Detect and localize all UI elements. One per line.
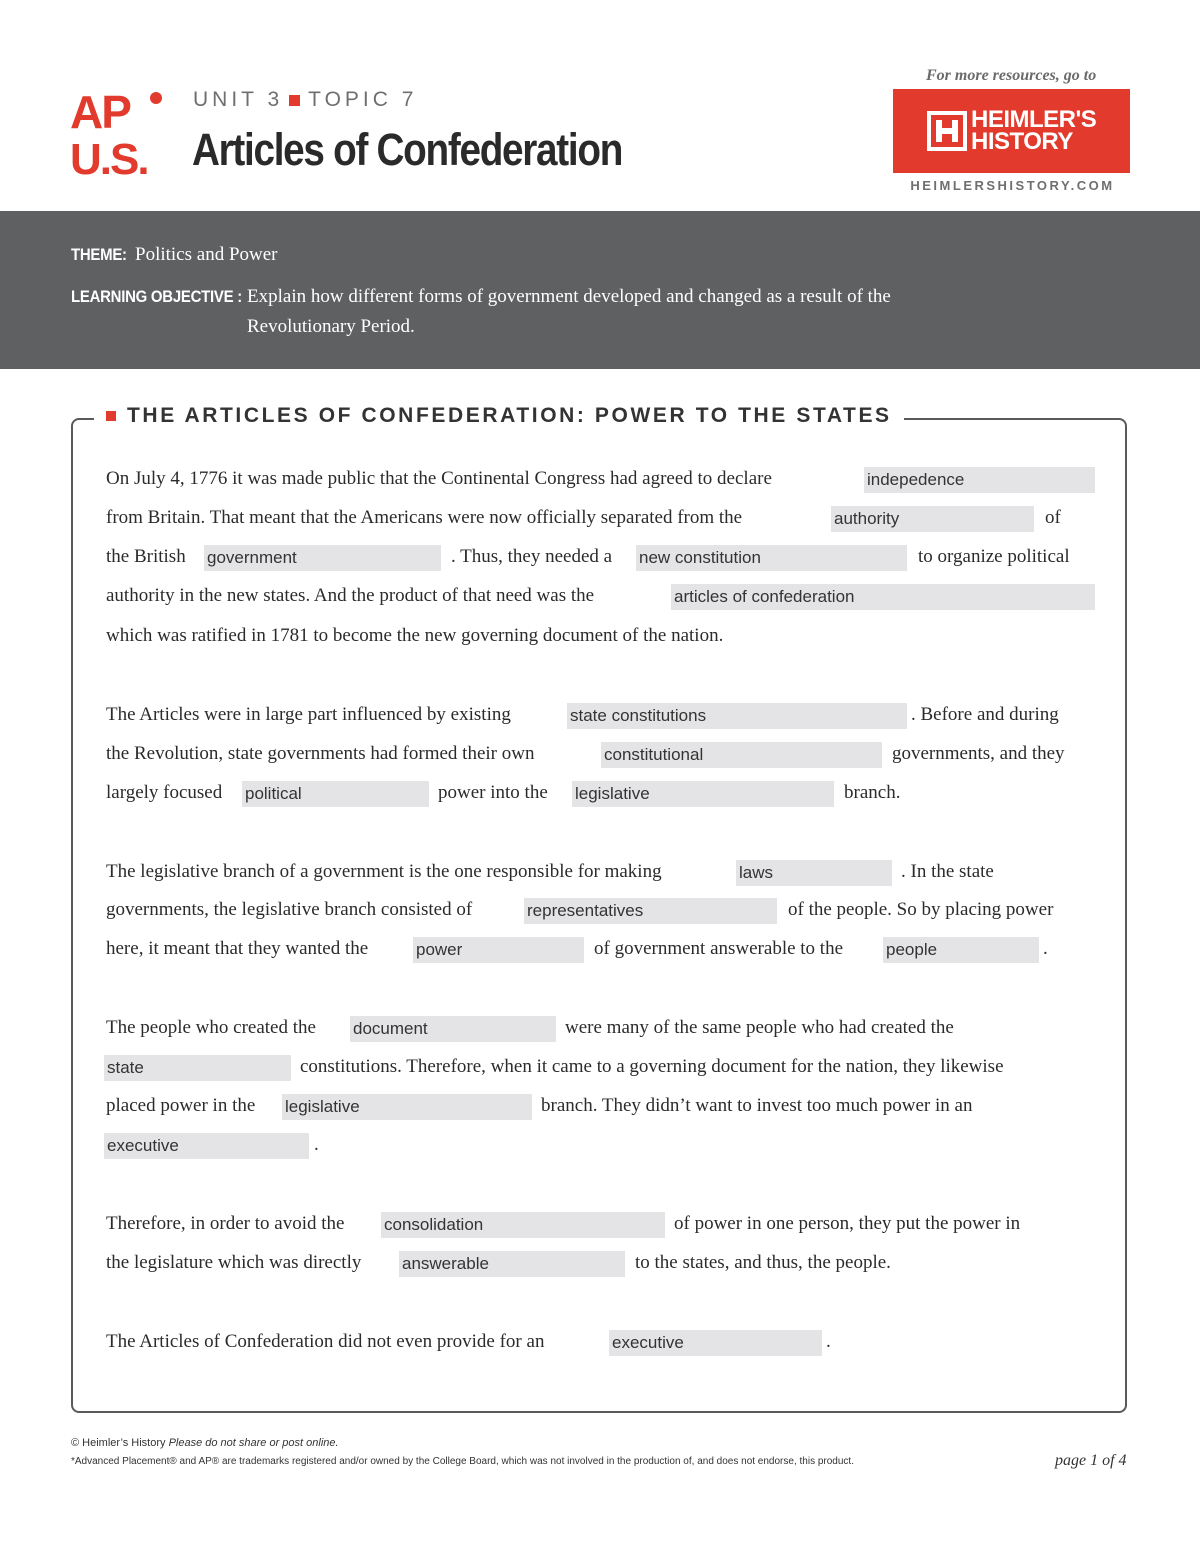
p1-line-5: which was ratified in 1781 to become the new governing document of the nation. xyxy=(106,625,724,646)
p3-line-1a: The legislative branch of a government is the one responsible for making xyxy=(106,861,662,882)
fill-blank[interactable]: power xyxy=(413,937,584,963)
fill-blank[interactable]: state constitutions xyxy=(567,703,907,729)
brand-url-link[interactable]: HEIMLERSHISTORY.COM xyxy=(910,178,1115,193)
p3-line-3c: . xyxy=(1043,938,1048,959)
p2-line-2a: the Revolution, state governments had formed their own xyxy=(106,743,535,764)
p3-line-2a: governments, the legislative branch consisted of xyxy=(106,899,473,920)
unit-topic-line xyxy=(193,88,417,112)
fill-blank[interactable]: indepedence xyxy=(864,467,1095,493)
fill-blank[interactable]: document xyxy=(350,1016,556,1042)
fill-blank[interactable]: people xyxy=(883,937,1039,963)
fill-blank[interactable]: political xyxy=(242,781,429,807)
fill-blank[interactable]: executive xyxy=(609,1330,822,1356)
fill-blank[interactable]: articles of confederation xyxy=(671,584,1095,610)
theme-value: Politics and Power xyxy=(135,244,278,265)
logo-us-text: U.S. xyxy=(70,135,148,178)
p1-line-1: On July 4, 1776 it was made public that the Continental Congress had agreed to declare xyxy=(106,468,772,489)
learning-objective-line-1: Explain how different forms of government developed and changed as a result of the xyxy=(247,286,891,307)
fill-blank[interactable]: authority xyxy=(831,506,1034,532)
p2-line-3b: power into the xyxy=(438,782,548,803)
p5-line-1a: Therefore, in order to avoid the xyxy=(106,1213,345,1234)
p3-line-1b: . In the state xyxy=(901,861,994,882)
p4-line-3b: branch. They didn’t want to invest too much power in an xyxy=(541,1095,973,1116)
fill-blank[interactable]: executive xyxy=(104,1133,309,1159)
p2-line-2b: governments, and they xyxy=(892,743,1065,764)
p4-line-1b: were many of the same people who had created the xyxy=(565,1017,954,1038)
fill-blank[interactable]: answerable xyxy=(399,1251,625,1277)
p5-line-1b: of power in one person, they put the power in xyxy=(674,1213,1021,1234)
fill-blank[interactable]: government xyxy=(204,545,441,571)
p1-line-4: authority in the new states. And the product of that need was the xyxy=(106,585,595,606)
fill-blank[interactable]: consolidation xyxy=(381,1212,665,1238)
p3-line-3b: of government answerable to the xyxy=(594,938,844,959)
p6-line-1a: The Articles of Confederation did not even provide for an xyxy=(106,1331,545,1352)
fill-blank[interactable]: constitutional xyxy=(601,742,882,768)
unit-separator-square xyxy=(289,95,300,106)
p2-line-3c: branch. xyxy=(844,782,901,803)
p2-line-1b: . Before and during xyxy=(911,704,1059,725)
fill-blank[interactable]: new constitution xyxy=(636,545,907,571)
p5-line-2b: to the states, and thus, the people. xyxy=(635,1252,891,1273)
copyright-text: © Heimler’s History xyxy=(71,1437,166,1449)
p4-line-3a: placed power in the xyxy=(106,1095,256,1116)
page-number: page 1 of 4 xyxy=(1055,1452,1127,1469)
learning-objective-line-2: Revolutionary Period. xyxy=(247,316,415,337)
p4-line-1a: The people who created the xyxy=(106,1017,316,1038)
fill-blank[interactable]: legislative xyxy=(282,1094,532,1120)
brand-name xyxy=(971,106,1097,155)
p3-line-3a: here, it meant that they wanted the xyxy=(106,938,369,959)
p2-line-1a: The Articles were in large part influenced by existing xyxy=(106,704,511,725)
unit-label: UNIT 3 xyxy=(193,88,284,111)
p4-line-4b: . xyxy=(314,1134,319,1155)
p1-line-3c: to organize political xyxy=(918,546,1070,567)
theme-label: THEME: xyxy=(71,245,127,264)
footer-trademark: *Advanced Placement® and AP® are trademarks registered and/or owned by the College Board, which was not involved in the production of, and does not endorse, this product. xyxy=(71,1456,854,1467)
page-title: Articles of Confederation xyxy=(192,124,623,175)
ap-us-logo xyxy=(70,86,166,178)
brand-line-2: HISTORY xyxy=(971,128,1073,155)
p1-line-2a: from Britain. That meant that the Americans were now officially separated from the xyxy=(106,507,743,528)
p6-line-1b: . xyxy=(826,1331,831,1352)
section-heading-text: THE ARTICLES OF CONFEDERATION: POWER TO THE STATES xyxy=(127,404,892,427)
p4-line-2b: constitutions. Therefore, when it came to a governing document for the nation, they likewise xyxy=(300,1056,1004,1077)
p1-line-2b: of xyxy=(1045,507,1061,528)
brand-line-1: HEIMLER'S xyxy=(971,106,1097,133)
heimlers-h-icon xyxy=(927,111,967,151)
share-notice: Please do not share or post online. xyxy=(168,1437,339,1449)
p3-line-2b: of the people. So by placing power xyxy=(788,899,1054,920)
more-resources-text: For more resources, go to xyxy=(926,67,1097,84)
p2-line-3a: largely focused xyxy=(106,782,223,803)
fill-blank[interactable]: state xyxy=(104,1055,291,1081)
p1-line-3b: . Thus, they needed a xyxy=(451,546,613,567)
learning-objective-label: LEARNING OBJECTIVE : xyxy=(71,287,242,306)
heading-square-icon xyxy=(106,411,116,421)
logo-ap-text: AP xyxy=(70,86,130,138)
footer-copyright xyxy=(71,1437,339,1449)
fill-blank[interactable]: representatives xyxy=(524,898,777,924)
heimlers-history-logo[interactable] xyxy=(893,89,1130,173)
p5-line-2a: the legislature which was directly xyxy=(106,1252,362,1273)
fill-blank[interactable]: laws xyxy=(736,860,892,886)
section-heading xyxy=(94,404,904,428)
p1-line-3a: the British xyxy=(106,546,186,567)
fill-blank[interactable]: legislative xyxy=(572,781,834,807)
topic-label: TOPIC 7 xyxy=(308,88,418,111)
